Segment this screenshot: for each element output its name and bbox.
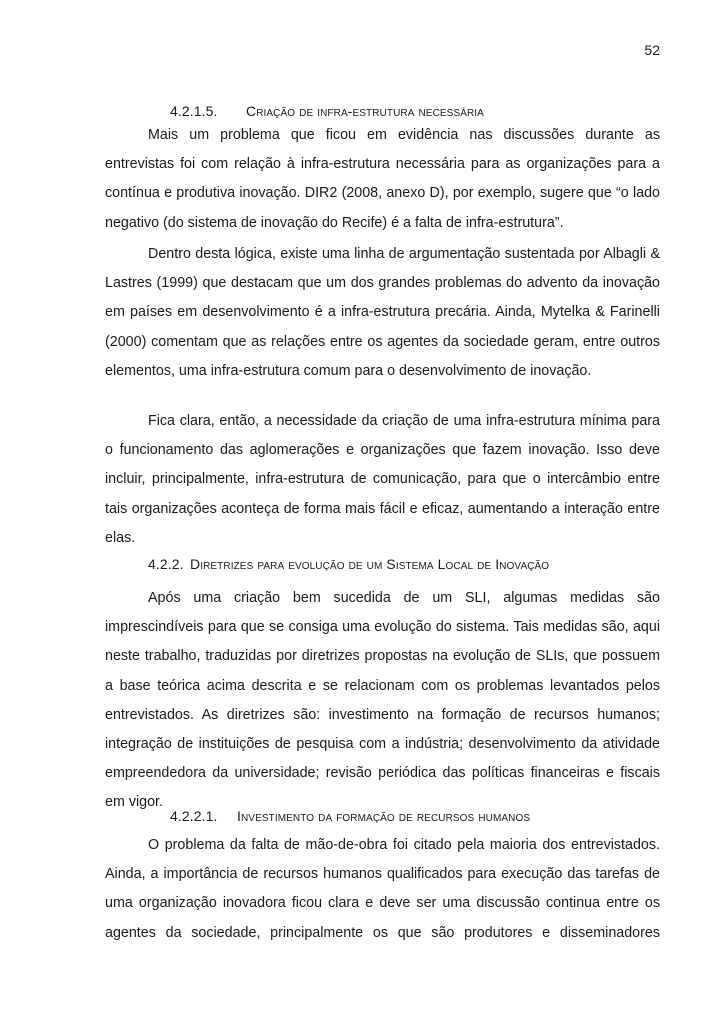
heading-number: 4.2.2. (148, 556, 184, 572)
heading-title: Criação de infra-estrutura necessária (246, 103, 484, 119)
paragraph: Após uma criação bem sucedida de um SLI, algumas medidas são imprescindíveis para que se consiga uma evolução do sistema. Tais medidas são, aqui neste trabalho, traduzidas por diretrizes propostas na evolução de SLIs, que possuem a base teórica acima descrita e se relacionam com os problemas levantados pelos entrevistados. As diretrizes são: investimento na formação de recursos humanos; integração de instituições de pesquisa com a indústria; desenvolvimento da atividade empreendedora da universidade; revisão periódica das políticas financeiras e fiscais em vigor. (105, 590, 660, 811)
section-heading-4-2-2-1 (170, 808, 530, 824)
heading-number: 4.2.1.5. (170, 103, 218, 119)
paragraph: Dentro desta lógica, existe uma linha de argumentação sustentada por Albagli & Lastres (1999) que destacam que um dos grandes problemas do advento da inovação em países em desenvolvimento é a infra-estrutura precária. Ainda, Mytelka & Farinelli (2000) comentam que as relações entre os agentes da sociedade geram, entre outros elementos, uma infra-estrutura comum para o desenvolvimento de inovação. (105, 246, 660, 379)
page-number: 52 (644, 42, 660, 58)
paragraph: Fica clara, então, a necessidade da criação de uma infra-estrutura mínima para o funcionamento das aglomerações e organizações que fazem inovação. Isso deve incluir, principalmente, infra-estrutura de comunicação, para que o intercâmbio entre tais organizações aconteça de forma mais fácil e eficaz, aumentando a interação entre elas. (105, 413, 660, 546)
heading-title: Diretrizes para evolução de um Sistema Local de Inovação (190, 556, 550, 572)
paragraph: Mais um problema que ficou em evidência nas discussões durante as entrevistas foi com relação à infra-estrutura necessária para as organizações para a contínua e produtiva inovação. DIR2 (2008, anexo D), por exemplo, sugere que “o lado negativo (do sistema de inovação do Recife) é a falta de infra-estrutura”. (105, 127, 660, 231)
heading-number: 4.2.2.1. (170, 808, 218, 824)
section-heading-4-2-2 (148, 556, 549, 572)
heading-title: Investimento da formação de recursos humanos (237, 808, 531, 824)
paragraph: O problema da falta de mão-de-obra foi citado pela maioria dos entrevistados. Ainda, a importância de recursos humanos qualificados para execução das tarefas de uma organização inovadora ficou clara e deve ser uma discussão continua entre os agentes da sociedade, principalmente os que são produtores e disseminadores (105, 837, 660, 941)
section-heading-4-2-1-5 (170, 103, 484, 119)
